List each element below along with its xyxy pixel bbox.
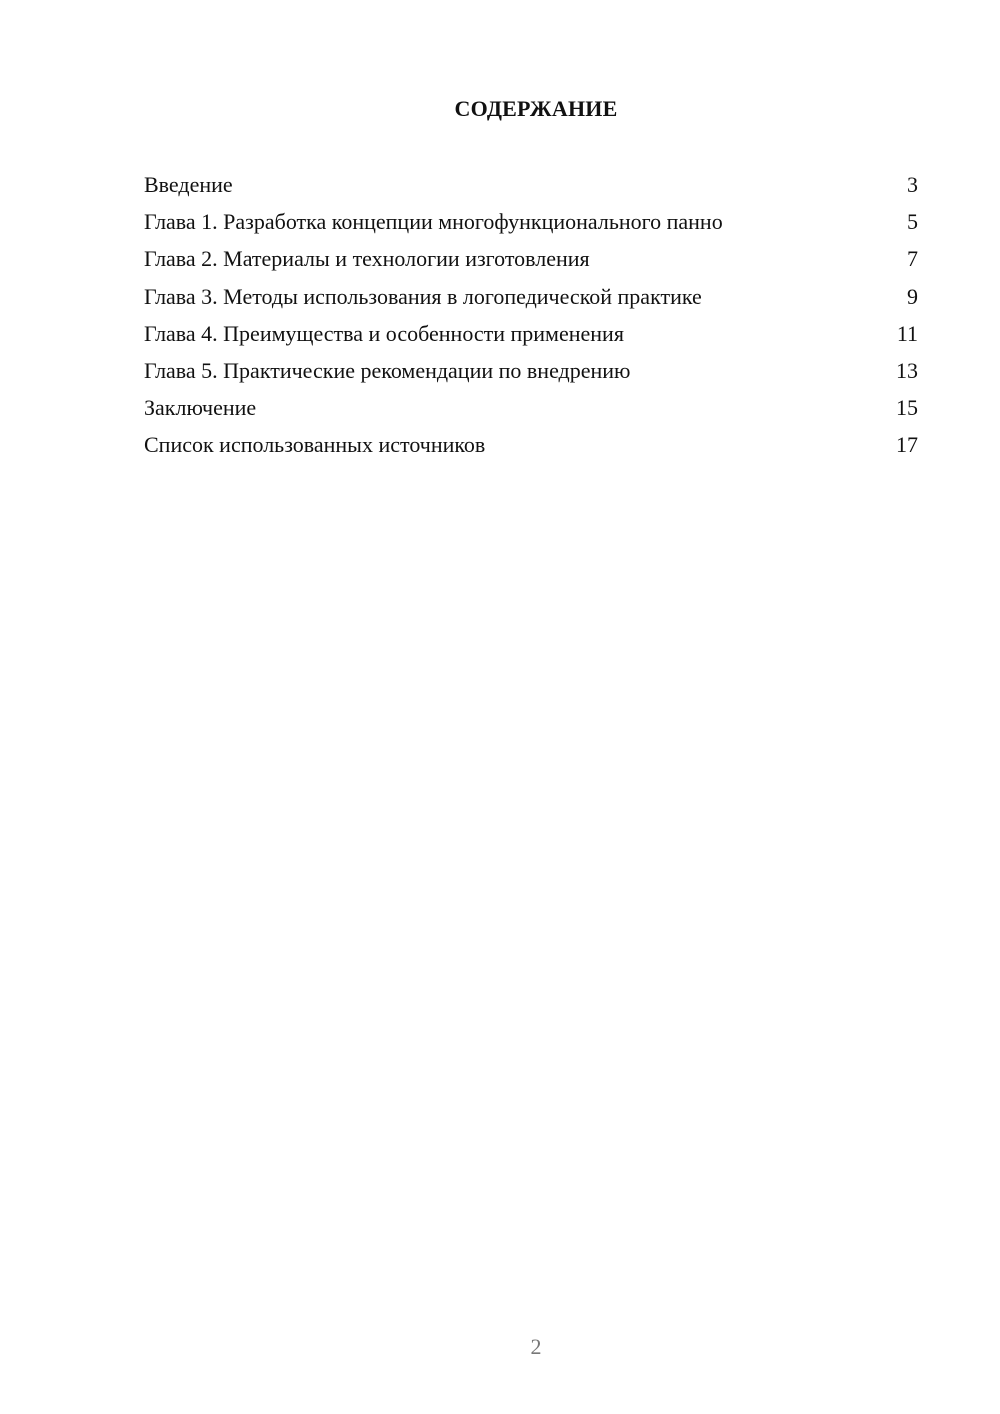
toc-entry-chapter-2: [144, 244, 918, 281]
toc-entry-page: 3: [907, 172, 918, 197]
toc-entry-label: Введение: [144, 172, 233, 197]
toc-entry-label: Глава 5. Практические рекомендации по внедрению: [144, 357, 631, 383]
toc-entry-page: 17: [896, 432, 918, 458]
toc-entry-chapter-4: [144, 319, 918, 356]
toc-entry-page: 13: [896, 357, 918, 383]
toc-entry-label: Глава 2. Материалы и технологии изготовления: [144, 246, 590, 272]
toc-entry-label: Заключение: [144, 395, 257, 421]
toc-entry-page: 15: [896, 395, 918, 421]
toc-entry-page: 5: [907, 209, 918, 235]
toc-entry-chapter-3: [144, 282, 918, 319]
table-of-contents: [144, 170, 918, 468]
toc-entry-label: Глава 4. Преимущества и особенности применения: [144, 320, 624, 346]
toc-entry-label: Глава 1. Разработка концепции многофункционального панно: [144, 209, 723, 235]
toc-entry-page: 7: [907, 246, 918, 272]
toc-entry-introduction: [144, 170, 918, 207]
toc-title: СОДЕРЖАНИЕ: [454, 96, 618, 121]
page-number: 2: [530, 1334, 542, 1359]
toc-entry-label: Глава 3. Методы использования в логопедической практике: [144, 283, 702, 309]
toc-entry-chapter-5: [144, 356, 918, 393]
toc-entry-references: [144, 430, 918, 467]
toc-entry-page: 11: [896, 320, 918, 346]
toc-entry-page: 9: [907, 283, 918, 309]
toc-entry-chapter-1: [144, 207, 918, 244]
toc-entry-label: Список использованных источников: [144, 432, 486, 458]
toc-entry-conclusion: [144, 393, 918, 430]
